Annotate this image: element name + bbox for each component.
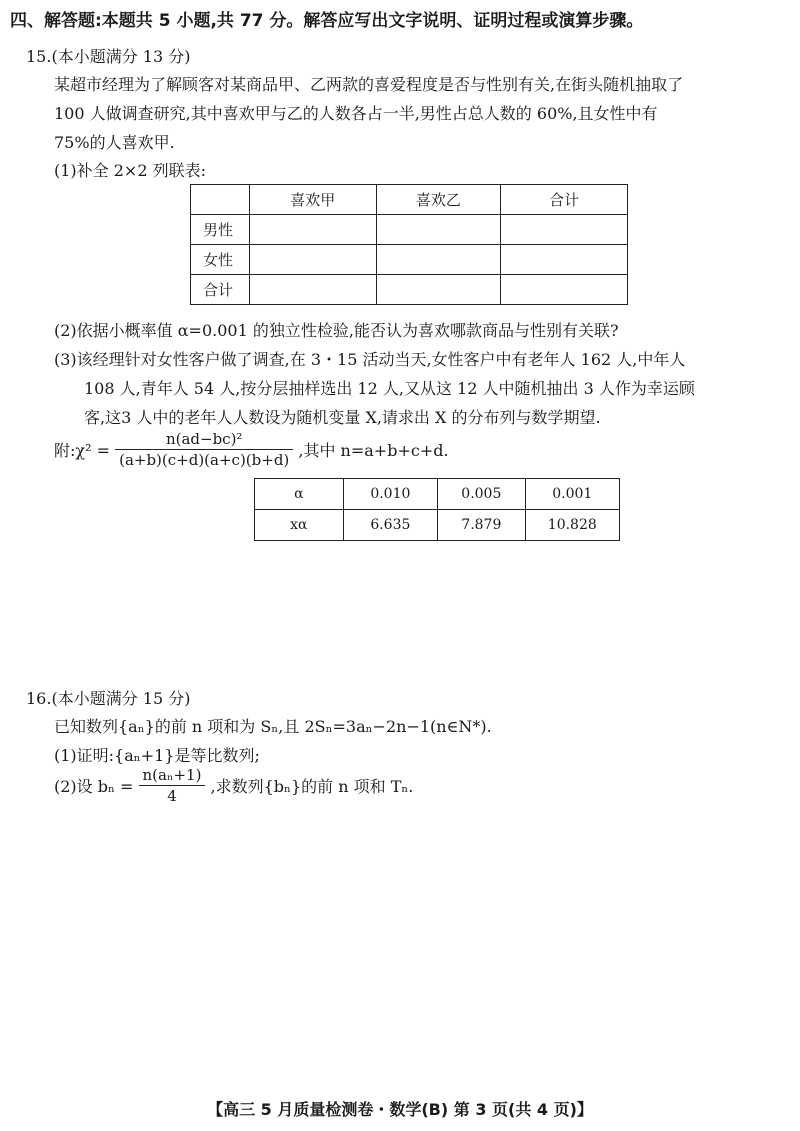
table-cell <box>249 275 376 305</box>
table-cell <box>249 215 376 245</box>
table-cell <box>376 275 501 305</box>
q15-part2: (2)依据小概率值 α=0.001 的独立性检验,能否认为喜欢哪款商品与性别有关联? <box>54 321 619 340</box>
q15-stem-line3: 75%的人喜欢甲. <box>54 133 175 152</box>
formula-numerator: n(ad−bc)² <box>115 430 293 450</box>
row-label: xα <box>255 510 344 541</box>
table-cell <box>191 185 250 215</box>
q16-stem: 已知数列{aₙ}的前 n 项和为 Sₙ,且 2Sₙ=3aₙ−2n−1(n∈N*). <box>54 717 492 736</box>
section-header: 四、解答题:本题共 5 小题,共 77 分。解答应写出文字说明、证明过程或演算步骤。 <box>10 11 644 31</box>
table-row <box>255 510 620 541</box>
q16-number: 16. <box>26 689 52 708</box>
table-row <box>191 245 628 275</box>
table-cell <box>376 215 501 245</box>
q15-part3-line3: 客,这3 人中的老年人人数设为随机变量 X,请求出 X 的分布列与数学期望. <box>84 408 601 427</box>
q15-part3-line2: 108 人,青年人 54 人,按分层抽样选出 12 人,又从这 12 人中随机抽出 3 人作为幸运顾 <box>84 379 695 398</box>
q15-stem-line2: 100 人做调查研究,其中喜欢甲与乙的人数各占一半,男性占总人数的 60%,且女性中有 <box>54 104 658 123</box>
bn-fraction <box>139 766 206 805</box>
q15-part1: (1)补全 2×2 列联表: <box>54 161 206 180</box>
table-header: 喜欢甲 <box>249 185 376 215</box>
q16-part1: (1)证明:{aₙ+1}是等比数列; <box>54 746 260 765</box>
table-cell <box>376 245 501 275</box>
bn-denominator: 4 <box>167 787 177 805</box>
formula-denominator: (a+b)(c+d)(a+c)(b+d) <box>119 451 290 469</box>
table-row <box>255 479 620 510</box>
table-cell: 0.010 <box>343 479 437 510</box>
row-label: 合计 <box>191 275 250 305</box>
q15-number: 15. <box>26 47 52 66</box>
chi-square-fraction <box>115 430 293 469</box>
table-cell <box>501 275 628 305</box>
critical-value-table <box>254 478 620 541</box>
row-label: α <box>255 479 344 510</box>
q15-header <box>26 44 190 67</box>
table-cell: 10.828 <box>525 510 619 541</box>
contingency-table <box>190 184 628 305</box>
q16-part2 <box>54 766 413 805</box>
table-cell: 6.635 <box>343 510 437 541</box>
appendix-prefix: 附:χ² = <box>54 441 110 460</box>
table-cell <box>501 245 628 275</box>
table-row <box>191 185 628 215</box>
table-row <box>191 215 628 245</box>
table-cell: 0.005 <box>438 479 526 510</box>
row-label: 女性 <box>191 245 250 275</box>
bn-numerator: n(aₙ+1) <box>139 766 206 786</box>
page-footer: 【高三 5 月质量检测卷・数学(B) 第 3 页(共 4 页)】 <box>207 1100 593 1119</box>
row-label: 男性 <box>191 215 250 245</box>
q15-score: (本小题满分 13 分) <box>51 47 191 66</box>
appendix-formula <box>54 430 449 469</box>
q15-stem-line1: 某超市经理为了解顾客对某商品甲、乙两款的喜爱程度是否与性别有关,在街头随机抽取了 <box>54 75 684 94</box>
table-cell <box>501 215 628 245</box>
table-cell <box>249 245 376 275</box>
table-row <box>191 275 628 305</box>
q16-header <box>26 686 190 709</box>
q16-part2-prefix: (2)设 bₙ = <box>54 777 134 796</box>
table-header: 喜欢乙 <box>376 185 501 215</box>
table-cell: 7.879 <box>438 510 526 541</box>
table-header: 合计 <box>501 185 628 215</box>
q15-part3-line1: (3)该经理针对女性客户做了调查,在 3・15 活动当天,女性客户中有老年人 162 人,中年人 <box>54 350 686 369</box>
appendix-suffix: ,其中 n=a+b+c+d. <box>298 441 449 460</box>
q16-part2-suffix: ,求数列{bₙ}的前 n 项和 Tₙ. <box>210 777 414 796</box>
q16-score: (本小题满分 15 分) <box>51 689 191 708</box>
table-cell: 0.001 <box>525 479 619 510</box>
